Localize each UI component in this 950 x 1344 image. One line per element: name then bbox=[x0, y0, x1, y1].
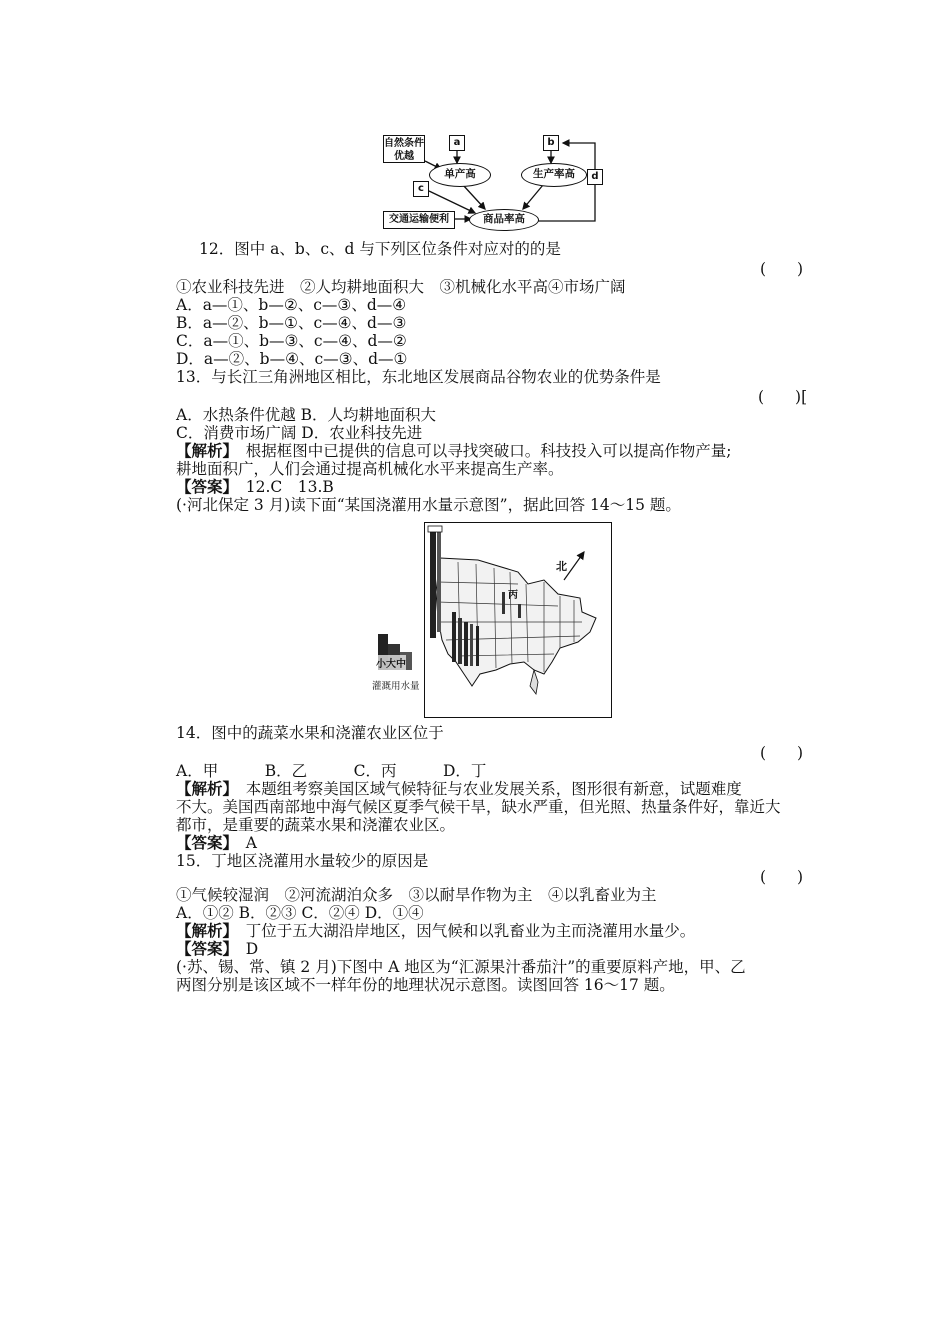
analysis-text: 根据框图中已提供的信息可以寻找突破口。科技投入可以提高作物产量; bbox=[230, 442, 732, 460]
box-c: c bbox=[413, 181, 429, 197]
q14-paren: ( ) bbox=[760, 744, 804, 762]
legend-scale: 小大中 bbox=[376, 655, 406, 670]
analysis-label: 【解析】 bbox=[176, 921, 231, 940]
intro-16-17-line2: 两图分别是该区域不一样年份的地理状况示意图。读图回答 16～17 题。 bbox=[176, 976, 675, 994]
q12-conditions: ①农业科技先进 ②人均耕地面积大 ③机械化水平高④市场广阔 bbox=[176, 278, 626, 296]
answer-text: A bbox=[230, 834, 257, 852]
analysis-1-line1 bbox=[176, 442, 732, 460]
q12-option-a: A．a—①、b—②、c—③、d—④ bbox=[176, 296, 407, 314]
q15-reasons: ①气候较湿润 ②河流湖泊众多 ③以耐旱作物为主 ④以乳畜业为主 bbox=[176, 886, 657, 904]
flow-diagram bbox=[383, 133, 603, 233]
q12-stem: 12．图中 a、b、c、d 与下列区位条件对应对的的是 bbox=[199, 240, 561, 258]
north-label: 北 bbox=[556, 560, 567, 573]
q13-paren: ( )[ bbox=[758, 388, 808, 406]
irrigation-map-figure bbox=[368, 522, 612, 718]
answer-3 bbox=[176, 940, 258, 958]
box-a: a bbox=[449, 135, 465, 151]
analysis-label: 【解析】 bbox=[176, 779, 231, 798]
answer-label: 【答案】 bbox=[176, 477, 231, 496]
box-transport: 交通运输便利 bbox=[383, 211, 455, 229]
analysis-3 bbox=[176, 922, 695, 940]
intro-14-15: (·河北保定 3 月)读下面“某国浇灌用水量示意图”，据此回答 14～15 题。 bbox=[176, 496, 681, 514]
ellipse-high-commodity: 商品率高 bbox=[469, 209, 539, 231]
q13-options-ab: A．水热条件优越 B．人均耕地面积大 bbox=[176, 406, 437, 424]
answer-label: 【答案】 bbox=[176, 939, 231, 958]
analysis-text: 本题组考察美国区域气候特征与农业发展关系，图形很有新意，试题难度 bbox=[230, 780, 742, 798]
intro-16-17-line1: (·苏、锡、常、镇 2 月)下图中 A 地区为“汇源果汁番茄汁”的重要原料产地，甲、乙 bbox=[176, 958, 746, 976]
q12-option-d: D．a—②、b—④、c—③、d—① bbox=[176, 350, 408, 368]
analysis-1-line2: 耕地面积广，人们会通过提高机械化水平来提高生产率。 bbox=[176, 460, 564, 478]
answer-1 bbox=[176, 478, 334, 496]
q14-stem: 14．图中的蔬菜水果和浇灌农业区位于 bbox=[176, 724, 444, 742]
ellipse-high-productivity: 生产率高 bbox=[521, 163, 587, 187]
answer-label: 【答案】 bbox=[176, 833, 231, 852]
legend-caption: 灌溉用水量 bbox=[372, 681, 420, 692]
q15-stem: 15．丁地区浇灌用水量较少的原因是 bbox=[176, 852, 429, 870]
answer-text: 12.C 13.B bbox=[230, 478, 334, 496]
q12-paren: ( ) bbox=[760, 260, 804, 278]
box-natural-conditions: 自然条件优越 bbox=[383, 135, 425, 163]
q15-paren: ( ) bbox=[760, 868, 804, 886]
q12-option-b: B．a—②、b—①、c—④、d—③ bbox=[176, 314, 407, 332]
box-b: b bbox=[543, 135, 559, 151]
answer-2 bbox=[176, 834, 257, 852]
box-d: d bbox=[587, 169, 603, 185]
analysis-2-line2: 不大。美国西南部地中海气候区夏季气候干旱，缺水严重，但光照、热量条件好，靠近大 bbox=[176, 798, 781, 816]
q12-option-c: C．a—①、b—③、c—④、d—② bbox=[176, 332, 407, 350]
q14-options: A．甲 B．乙 C．丙 D．丁 bbox=[176, 762, 487, 780]
analysis-text: 丁位于五大湖沿岸地区，因气候和以乳畜业为主而浇灌用水量少。 bbox=[230, 922, 696, 940]
answer-text: D bbox=[230, 940, 259, 958]
region-label: 丙 bbox=[508, 590, 518, 601]
q15-choices: A．①② B．②③ C．②④ D．①④ bbox=[176, 904, 424, 922]
q13-stem: 13．与长江三角洲地区相比，东北地区发展商品谷物农业的优势条件是 bbox=[176, 368, 661, 386]
analysis-2-line1 bbox=[176, 780, 742, 798]
q13-options-cd: C．消费市场广阔 D．农业科技先进 bbox=[176, 424, 423, 442]
analysis-label: 【解析】 bbox=[176, 441, 231, 460]
analysis-2-line3: 都市，是重要的蔬菜水果和浇灌农业区。 bbox=[176, 816, 456, 834]
ellipse-high-yield: 单产高 bbox=[429, 163, 491, 187]
